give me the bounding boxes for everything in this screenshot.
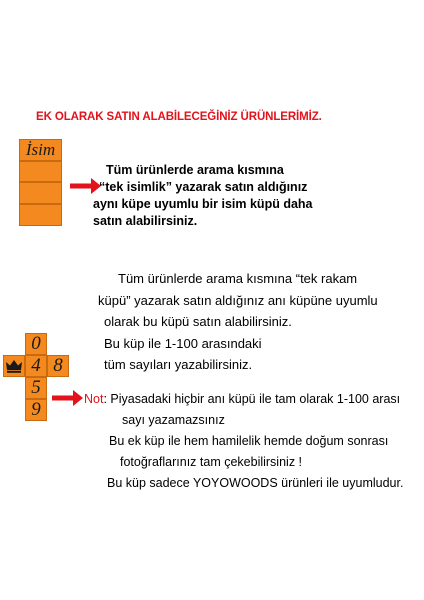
text-line: Tüm ürünlerde arama kısmına bbox=[106, 163, 284, 177]
page-title: EK OLARAK SATIN ALABİLECEĞİNİZ ÜRÜNLERİMİZ. bbox=[36, 111, 322, 123]
text-line: Bu küp ile 1-100 arasındaki bbox=[104, 335, 262, 351]
text-line: küpü” yazarak satın aldığınız anı küpüne uyumlu bbox=[98, 292, 378, 308]
blank-cube bbox=[19, 161, 62, 182]
text-line: satın alabilirsiniz. bbox=[93, 214, 198, 228]
text-line: Tüm ürünlerde arama kısmına “tek rakam bbox=[118, 271, 358, 286]
text-line: : Piyasadaki hiçbir anı küpü ile tam olarak 1-100 arası bbox=[103, 392, 401, 406]
number-cube: 5 bbox=[25, 377, 47, 399]
text-line: Bu ek küp ile hem hamilelik hemde doğum sonrası bbox=[109, 434, 389, 448]
note-line bbox=[84, 389, 424, 410]
text-line: aynı küpe uyumlu bir isim küpü daha bbox=[93, 197, 313, 211]
number-cube-description bbox=[98, 268, 418, 376]
name-cube-description bbox=[93, 162, 393, 230]
crown-icon bbox=[4, 356, 24, 376]
text-line: olarak bu küpü satın alabilirsiniz. bbox=[104, 314, 292, 329]
crown-cube bbox=[3, 355, 25, 377]
number-cube: 9 bbox=[25, 399, 47, 421]
right-arrow-icon bbox=[52, 389, 84, 407]
text-line: “tek isimlik” yazarak satın aldığınız bbox=[99, 180, 308, 194]
text-line: fotoğraflarınız tam çekebilirsiniz ! bbox=[120, 455, 303, 469]
blank-cube bbox=[19, 182, 62, 204]
number-cube: 4 bbox=[25, 355, 47, 377]
number-cube: 8 bbox=[47, 355, 69, 377]
note-block bbox=[84, 389, 424, 494]
name-cube: İsim bbox=[19, 139, 62, 161]
note-label: Not bbox=[84, 392, 104, 406]
number-cube: 0 bbox=[25, 333, 47, 355]
blank-cube bbox=[19, 204, 62, 226]
text-line: tüm sayıları yazabilirsiniz. bbox=[104, 357, 253, 372]
text-line: Bu küp sadece YOYOWOODS ürünleri ile uyumludur. bbox=[107, 476, 404, 490]
text-line: sayı yazamazsınız bbox=[122, 413, 225, 427]
